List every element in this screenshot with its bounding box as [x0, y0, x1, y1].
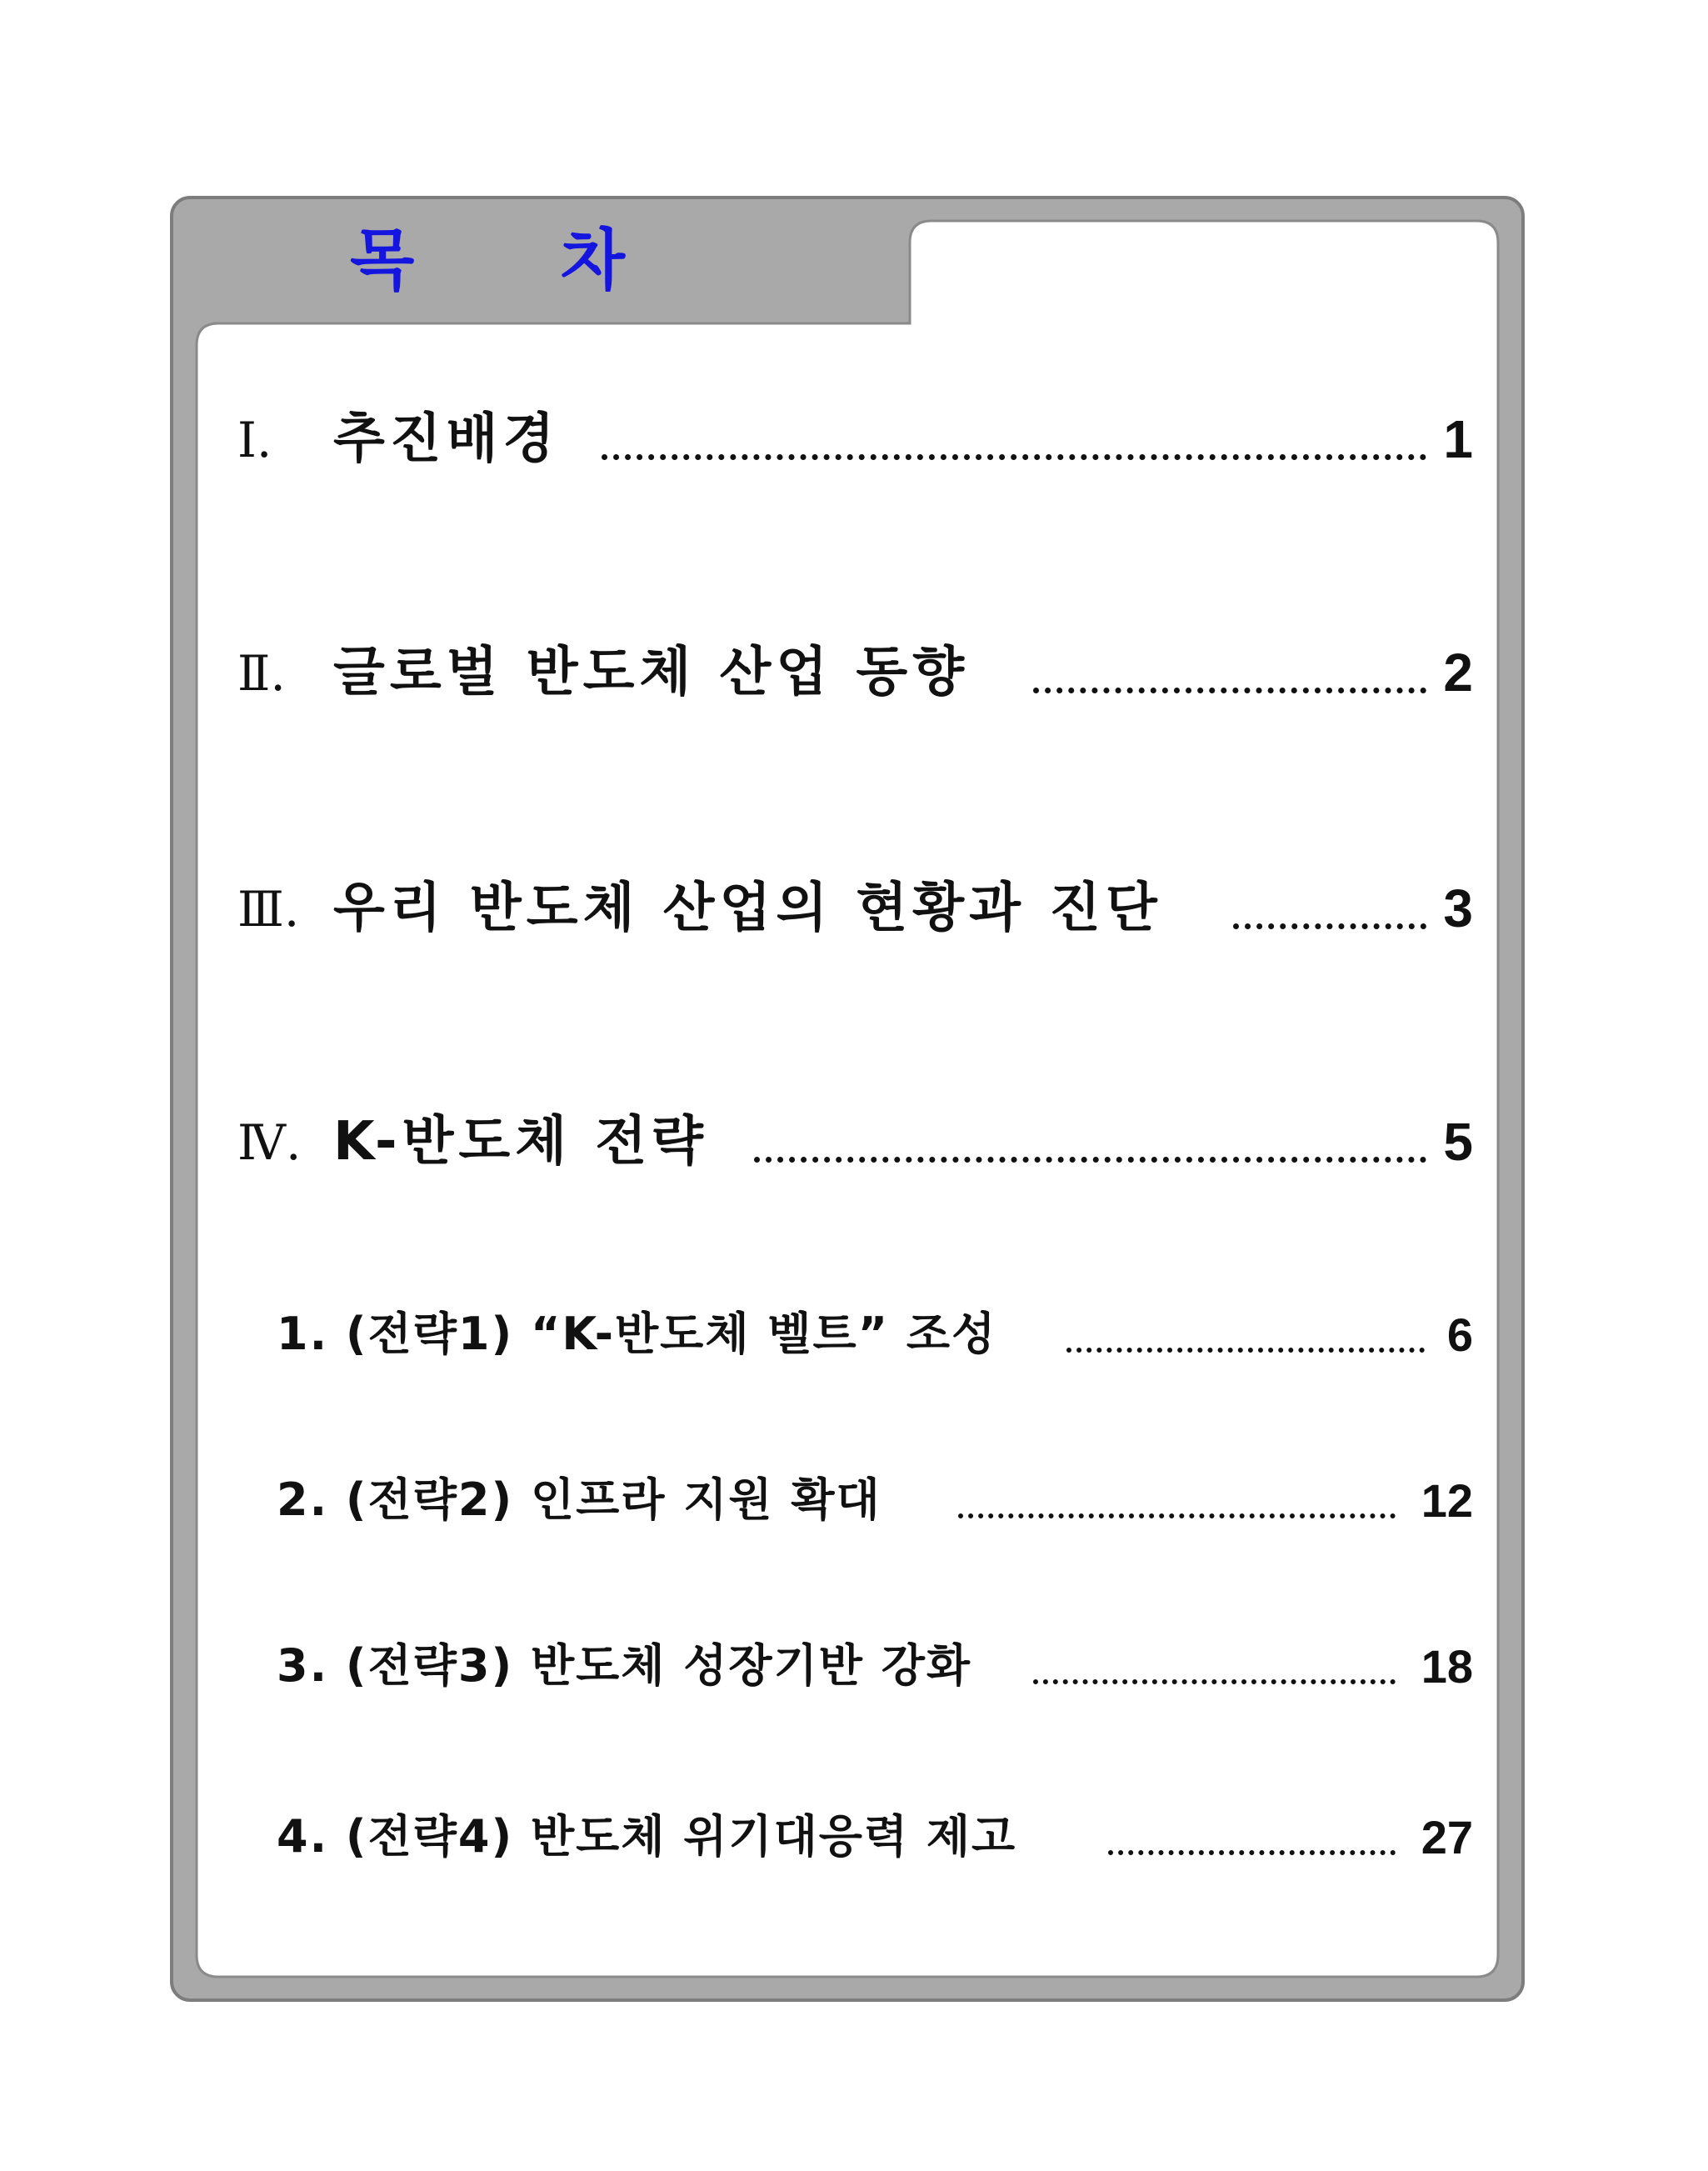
- toc-entry[interactable]: [0, 1111, 1708, 1182]
- toc-subentry-label: 1. (전략1) “K-반도체 벨트” 조성: [277, 1308, 997, 1360]
- toc-entry[interactable]: [0, 642, 1708, 713]
- toc-subentry-page: 18: [1421, 1640, 1473, 1693]
- toc-subentry-label: 4. (전략4) 반도체 위기대응력 제고: [277, 1810, 1017, 1863]
- toc-entry[interactable]: [0, 878, 1708, 948]
- toc-entry-leader: [602, 454, 1426, 460]
- toc-entry-leader: [754, 1157, 1426, 1163]
- toc-title-left: 목: [350, 222, 415, 299]
- toc-subentry-page: 27: [1421, 1811, 1473, 1863]
- toc-entry-leader: [1033, 688, 1426, 693]
- toc-entry-number: Ⅱ.: [237, 645, 286, 702]
- toc-entry-label: K-반도체 전략: [333, 1111, 708, 1173]
- toc-entry-page: 3: [1443, 878, 1473, 938]
- toc-entry-label: 추진배경: [333, 408, 560, 470]
- toc-subentry-leader: [1033, 1679, 1396, 1684]
- toc-subentry-label: 2. (전략2) 인프라 지원 확대: [277, 1473, 881, 1526]
- toc-entry-label: 글로벌 반도체 산업 동향: [333, 642, 970, 703]
- toc-subentry-leader: [1066, 1348, 1425, 1353]
- toc-subentry-leader: [958, 1513, 1396, 1518]
- toc-entry-page: 2: [1443, 643, 1473, 703]
- toc-entry-label: 우리 반도체 산업의 현황과 진단: [333, 878, 1162, 939]
- toc-subentry-leader: [1108, 1850, 1396, 1855]
- toc-entry-page: 5: [1443, 1112, 1473, 1172]
- toc-entry-page: 1: [1443, 409, 1473, 469]
- toc-entry-number: Ⅳ.: [237, 1114, 302, 1171]
- toc-subentry-label: 3. (전략3) 반도체 성장기반 강화: [277, 1639, 972, 1692]
- toc-subentry[interactable]: [0, 1473, 1708, 1533]
- toc-subentry-page: 6: [1446, 1308, 1473, 1361]
- toc-entry-number: Ⅲ.: [237, 881, 300, 938]
- toc-subentry-page: 12: [1421, 1474, 1473, 1527]
- toc-subentry[interactable]: [0, 1810, 1708, 1869]
- toc-entry[interactable]: [0, 408, 1708, 479]
- toc-subentry[interactable]: [0, 1308, 1708, 1367]
- toc-title-right: 차: [560, 222, 625, 299]
- toc-title: [350, 215, 625, 307]
- toc-subentry[interactable]: [0, 1639, 1708, 1698]
- toc-entry-number: Ⅰ.: [237, 412, 272, 468]
